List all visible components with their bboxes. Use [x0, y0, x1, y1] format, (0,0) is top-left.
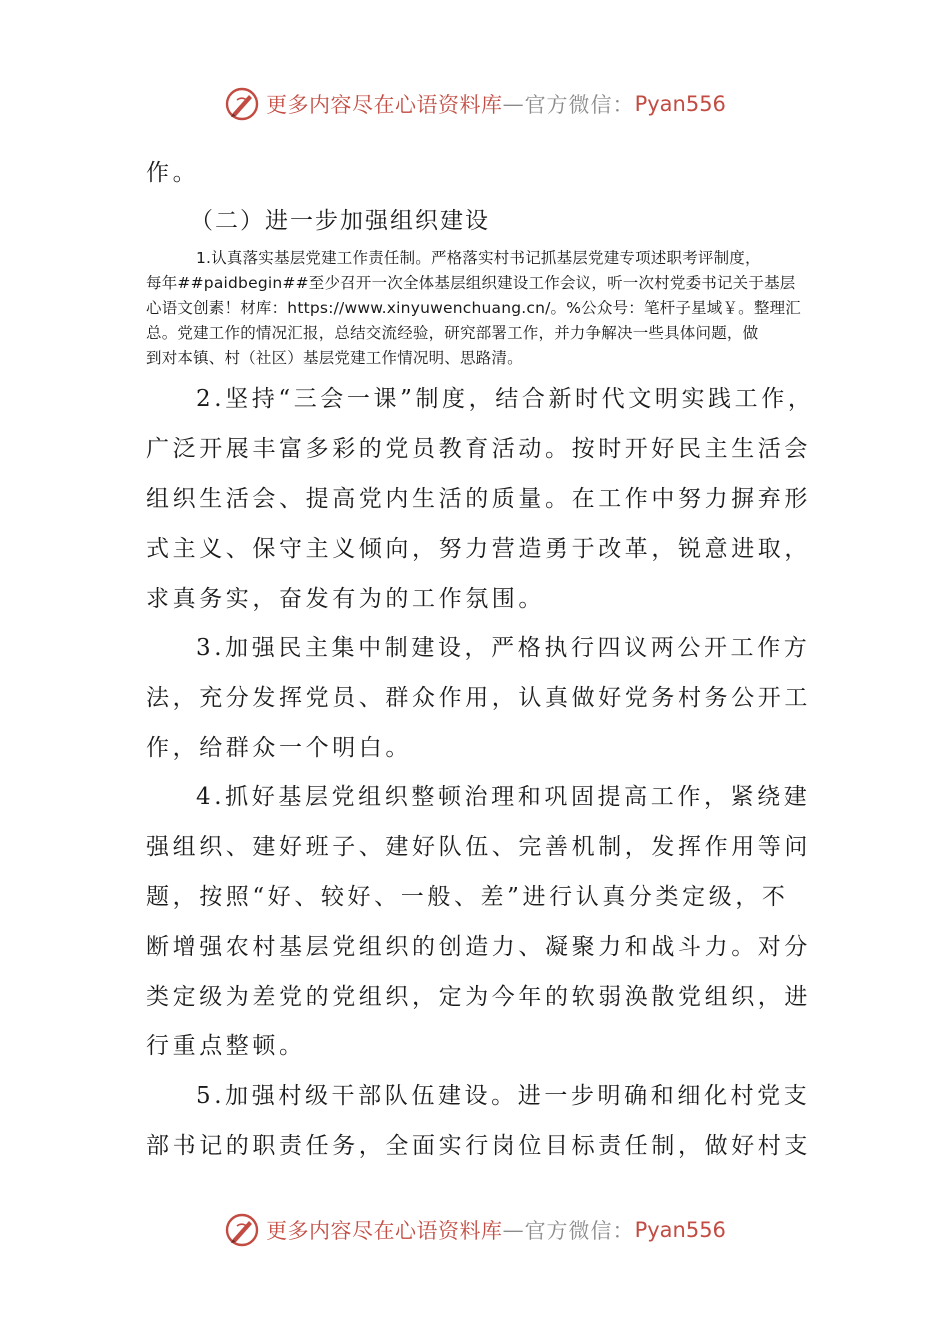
item1-line: 到对本镇、村（社区）基层党建工作情况明、思路清。 [146, 349, 523, 367]
banner-site-name: 更多内容尽在心语资料库 [266, 1219, 503, 1243]
footer-banner [0, 1208, 950, 1252]
section-heading: （二）进一步加强组织建设 [190, 208, 490, 234]
item4-line: 4.抓好基层党组织整顿治理和巩固提高工作，紧绕建 [196, 784, 811, 810]
item5-line: 部书记的职责任务，全面实行岗位目标责任制，做好村支 [146, 1133, 811, 1159]
item4-line: 题，按照“好、较好、一般、差”进行认真分类定级，不 [146, 884, 789, 910]
item5-line: 5.加强村级干部队伍建设。进一步明确和细化村党支 [196, 1083, 811, 1109]
item1-line: 总。党建工作的情况汇报，总结交流经验，研究部署工作，并力争解决一些具体问题，做 [146, 324, 759, 342]
item1-line: 1.认真落实基层党建工作责任制。严格落实村书记抓基层党建专项述职考评制度， [196, 249, 761, 267]
banner-dash: — [502, 92, 525, 116]
banner-site-name: 更多内容尽在心语资料库 [266, 93, 503, 117]
continuation-text: 作。 [146, 160, 200, 186]
header-banner [0, 82, 950, 126]
item2-line: 求真务实，奋发有为的工作氛围。 [146, 586, 545, 612]
banner-wechat-id: Pyan556 [634, 1218, 726, 1242]
pen-logo-icon [224, 86, 260, 122]
item3-line: 法，充分发挥党员、群众作用，认真做好党务村务公开工 [146, 685, 811, 711]
item4-line: 强组织、建好班子、建好队伍、完善机制，发挥作用等问 [146, 834, 811, 860]
item3-line: 作，给群众一个明白。 [146, 735, 412, 761]
item2-line: 2.坚持“三会一课”制度，结合新时代文明实践工作， [196, 386, 815, 412]
banner-wechat-id: Pyan556 [634, 92, 726, 116]
item3-line: 3.加强民主集中制建设，严格执行四议两公开工作方 [196, 635, 811, 661]
banner-wechat-label: 官方微信： [524, 1219, 635, 1243]
item4-line: 类定级为差党的党组织，定为今年的软弱涣散党组织，进 [146, 984, 811, 1010]
banner-dash: — [502, 1218, 525, 1242]
item2-line: 广泛开展丰富多彩的党员教育活动。按时开好民主生活会 [146, 436, 811, 462]
item1-line: 每年##paidbegin##至少召开一次全体基层组织建设工作会议，听一次村党委书记关于基层 [146, 274, 796, 292]
banner-wechat-label: 官方微信： [524, 93, 635, 117]
item2-line: 组织生活会、提高党内生活的质量。在工作中努力摒弃形 [146, 486, 811, 512]
item4-line: 行重点整顿。 [146, 1033, 306, 1059]
item4-line: 断增强农村基层党组织的创造力、凝聚力和战斗力。对分 [146, 934, 811, 960]
item2-line: 式主义、保守主义倾向，努力营造勇于改革，锐意进取， [146, 536, 811, 562]
item1-line: 心语文创素！材库：https://www.xinyuwenchuang.cn/。%公众号：笔杆子星域￥。整理汇 [146, 299, 801, 317]
pen-logo-icon [224, 1212, 260, 1248]
